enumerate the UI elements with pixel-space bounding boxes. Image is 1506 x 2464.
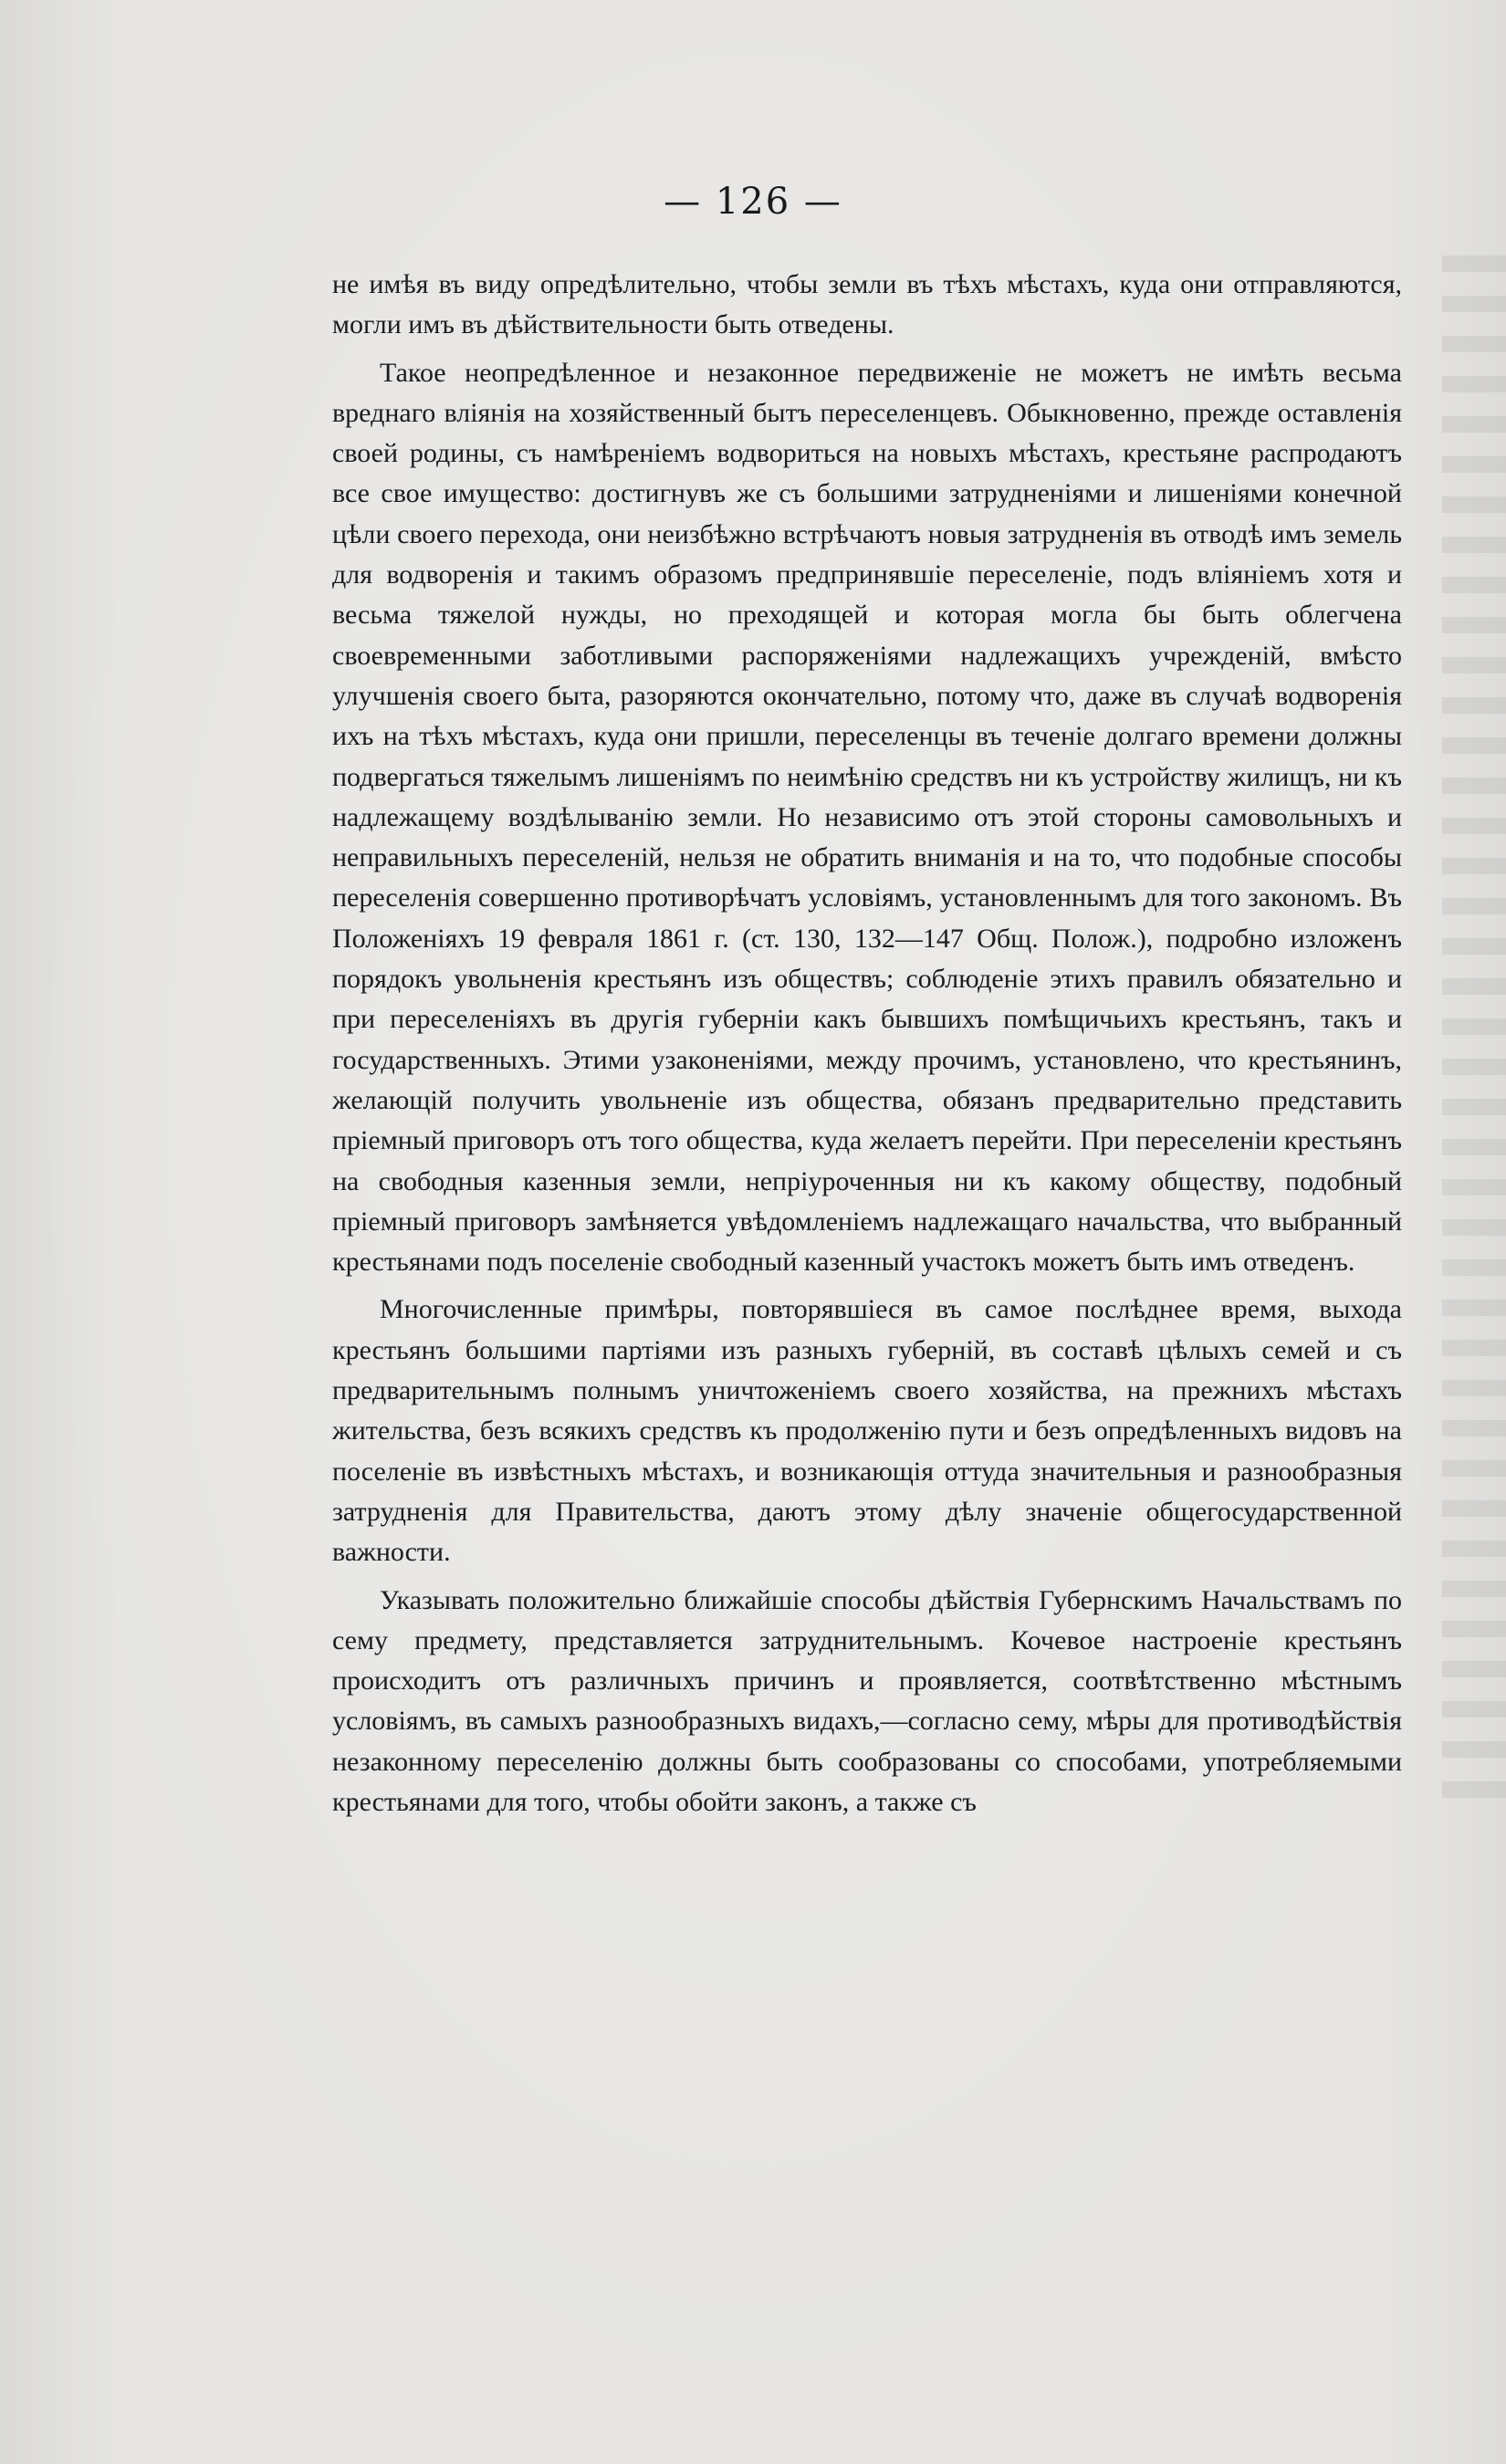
- page-number: — 126 —: [664, 181, 842, 223]
- body-text: [332, 265, 1402, 1830]
- paragraph: Такое неопредѣленное и незаконное передвиженіе не можетъ не имѣть весьма вреднаго вліянія на хозяйственный бытъ переселенцевъ. Обыкновенно, прежде оставленія своей родины, съ намѣреніемъ водвориться на новыхъ мѣстахъ, крестьяне распродаютъ все свое имущество: достигнувъ же съ большими затрудненіями и лишеніями конечной цѣли своего перехода, они неизбѣжно встрѣчаютъ новыя затрудненія въ отводѣ имъ земель для водворенія и такимъ образомъ предпринявшіе переселеніе, подъ вліяніемъ хотя и весьма тяжелой нужды, но преходящей и которая могла бы быть облегчена своевременными заботливыми распоряженіями надлежащихъ учрежденій, вмѣсто улучшенія своего быта, разоряются окончательно, потому что, даже въ случаѣ водворенія ихъ на тѣхъ мѣстахъ, куда они пришли, переселенцы въ теченіе долгаго времени должны подвергаться тяжелымъ лишеніямъ по неимѣнію средствъ ни къ устройству жилищъ, ни къ надлежащему воздѣлыванію земли. Но независимо отъ этой стороны самовольныхъ и неправильныхъ переселеній, нельзя не обратить вниманія и на то, что подобные способы переселенія совершенно противорѣчатъ условіямъ, установленнымъ для того закономъ. Въ Положеніяхъ 19 февраля 1861 г. (ст. 130, 132—147 Общ. Полож.), подробно изложенъ порядокъ увольненія крестьянъ изъ обществъ; соблюденіе этихъ правилъ обязательно и при переселеніяхъ въ другія губерніи какъ бывшихъ помѣщичьихъ крестьянъ, такъ и государственныхъ. Этими узаконеніями, между прочимъ, установлено, что крестьянинъ, желающій получить увольненіе изъ общества, обязанъ предварительно представить пріемный приговоръ отъ того общества, куда желаетъ перейти. При переселеніи крестьянъ на свободныя казенныя земли, непріуроченныя ни къ какому обществу, подобный пріемный приговоръ замѣняется увѣдомленіемъ надлежащаго начальства, что выбранный крестьянами подъ поселеніе свободный казенный участокъ можетъ быть имъ отведенъ.: [332, 357, 1402, 1278]
- bleed-through-shadow: [1442, 256, 1506, 1807]
- paragraph: Указывать положительно ближайшіе способы дѣйствія Губернскимъ Начальствамъ по сему предмету, представляется затруднительнымъ. Кочевое настроеніе крестьянъ происходитъ отъ различныхъ причинъ и проявляется, соотвѣтственно мѣстнымъ условіямъ, въ самыхъ разнообразныхъ видахъ,—согласно сему, мѣры для противодѣйствія незаконному переселенію должны быть сообразованы со способами, употребляемыми крестьянами для того, чтобы обойти законъ, а также съ: [332, 1584, 1402, 1817]
- paragraph: Многочисленные примѣры, повторявшіеся въ самое послѣднее время, выхода крестьянъ большими партіями изъ разныхъ губерній, въ составѣ цѣлыхъ семей и съ предварительнымъ полнымъ уничтоженіемъ своего хозяйства, на прежнихъ мѣстахъ жительства, безъ всякихъ средствъ къ продолженію пути и безъ опредѣленныхъ видовъ на поселеніе въ извѣстныхъ мѣстахъ, и возникающія оттуда значительныя и разнообразныя затрудненія для Правительства, даютъ этому дѣлу значеніе общегосударственной важности.: [332, 1294, 1402, 1568]
- paragraph-continuation: не имѣя въ виду опредѣлительно, чтобы земли въ тѣхъ мѣстахъ, куда они отправляются, могли имъ въ дѣйствительности быть отведены.: [332, 269, 1402, 340]
